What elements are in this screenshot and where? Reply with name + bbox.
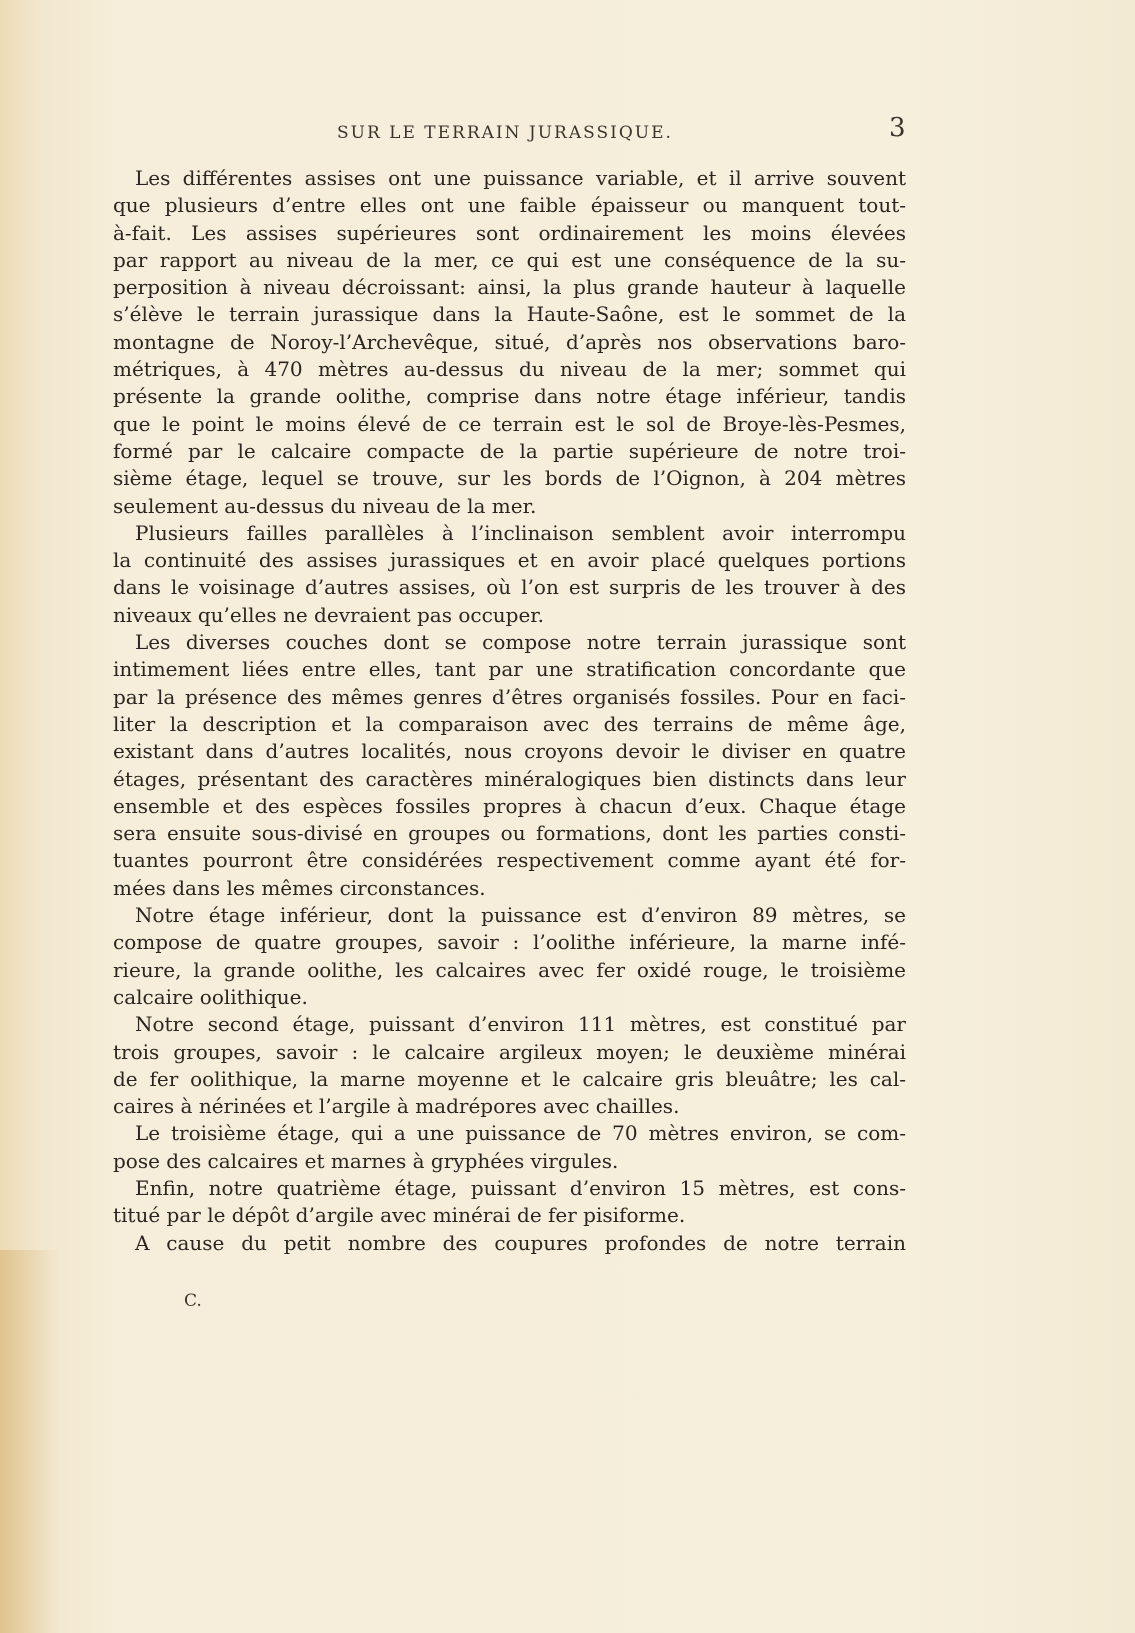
text-line: tuantes pourront être considérées respectivement comme ayant été for-: [113, 848, 906, 873]
text-line: trois groupes, savoir : le calcaire argileux moyen; le deuxième minérai: [113, 1039, 906, 1064]
text-line: formé par le calcaire compacte de la partie supérieure de notre troi-: [113, 438, 906, 463]
text-line: Enfin, notre quatrième étage, puissant d’environ 15 mètres, est cons-: [135, 1175, 906, 1200]
text-line: métriques, à 470 mètres au-dessus du niveau de la mer; sommet qui: [113, 357, 906, 382]
text-line: existant dans d’autres localités, nous croyons devoir le diviser en quatre: [113, 739, 906, 764]
text-line: sera ensuite sous-divisé en groupes ou formations, dont les parties consti-: [113, 821, 906, 846]
text-line: à-fait. Les assises supérieures sont ordinairement les moins élevées: [113, 220, 906, 245]
text-line: que plusieurs d’entre elles ont une faible épaisseur ou manquent tout-: [113, 193, 906, 218]
text-line: dans le voisinage d’autres assises, où l’on est surpris de les trouver à des: [113, 575, 906, 600]
text-line: par la présence des mêmes genres d’êtres organisés fossiles. Pour en faci-: [113, 684, 906, 709]
running-head: SUR LE TERRAIN JURASSIQUE.: [337, 123, 673, 143]
paper-stain: [0, 1250, 60, 1633]
page-number: 3: [889, 113, 906, 143]
text-line: niveaux qu’elles ne devraient pas occuper.: [113, 602, 545, 627]
text-line: ensemble et des espèces fossiles propres à chacun d’eux. Chaque étage: [113, 793, 906, 818]
text-line: intimement liées entre elles, tant par une stratification concordante que: [113, 657, 906, 682]
text-line: sième étage, lequel se trouve, sur les bords de l’Oignon, à 204 mètres: [113, 466, 906, 491]
text-line: perposition à niveau décroissant: ainsi, la plus grande hauteur à laquelle: [113, 275, 906, 300]
text-line: s’élève le terrain jurassique dans la Haute-Saône, est le sommet de la: [113, 302, 906, 327]
text-line: Plusieurs failles parallèles à l’inclinaison semblent avoir interrompu: [135, 520, 906, 545]
signature-mark: C.: [184, 1291, 202, 1311]
text-line: liter la description et la comparaison avec des terrains de même âge,: [113, 711, 906, 736]
text-line: Notre étage inférieur, dont la puissance est d’environ 89 mètres, se: [135, 903, 906, 928]
body-text: [113, 165, 906, 1257]
text-line: la continuité des assises jurassiques et en avoir placé quelques portions: [113, 548, 906, 573]
text-line: caires à nérinées et l’argile à madrépores avec chailles.: [113, 1094, 680, 1119]
text-line: Les différentes assises ont une puissance variable, et il arrive souvent: [135, 166, 906, 190]
text-line: que le point le moins élevé de ce terrain est le sol de Broye-lès-Pesmes,: [113, 411, 906, 436]
text-line: mées dans les mêmes circonstances.: [113, 875, 486, 900]
text-line: pose des calcaires et marnes à gryphées virgules.: [113, 1148, 619, 1173]
text-line: montagne de Noroy-l’Archevêque, situé, d’après nos observations baro-: [113, 329, 906, 354]
text-line: rieure, la grande oolithe, les calcaires avec fer oxidé rouge, le troisième: [113, 957, 906, 982]
text-line: Les diverses couches dont se compose notre terrain jurassique sont: [135, 630, 906, 655]
text-line: de fer oolithique, la marne moyenne et le calcaire gris bleuâtre; les cal-: [113, 1066, 906, 1091]
text-line: Le troisième étage, qui a une puissance de 70 mètres environ, se com-: [135, 1121, 906, 1146]
text-line: Notre second étage, puissant d’environ 111 mètres, est constitué par: [135, 1012, 906, 1037]
text-line: par rapport au niveau de la mer, ce qui est une conséquence de la su-: [113, 247, 906, 272]
text-line: compose de quatre groupes, savoir : l’oolithe inférieure, la marne infé-: [113, 930, 906, 955]
text-line: calcaire oolithique.: [113, 984, 308, 1009]
text-line: étages, présentant des caractères minéralogiques bien distincts dans leur: [113, 766, 906, 791]
text-line: seulement au-dessus du niveau de la mer.: [113, 493, 537, 518]
text-line: présente la grande oolithe, comprise dans notre étage inférieur, tandis: [113, 384, 906, 409]
text-line: A cause du petit nombre des coupures profondes de notre terrain: [135, 1230, 906, 1255]
text-line: titué par le dépôt d’argile avec minérai de fer pisiforme.: [113, 1203, 686, 1228]
